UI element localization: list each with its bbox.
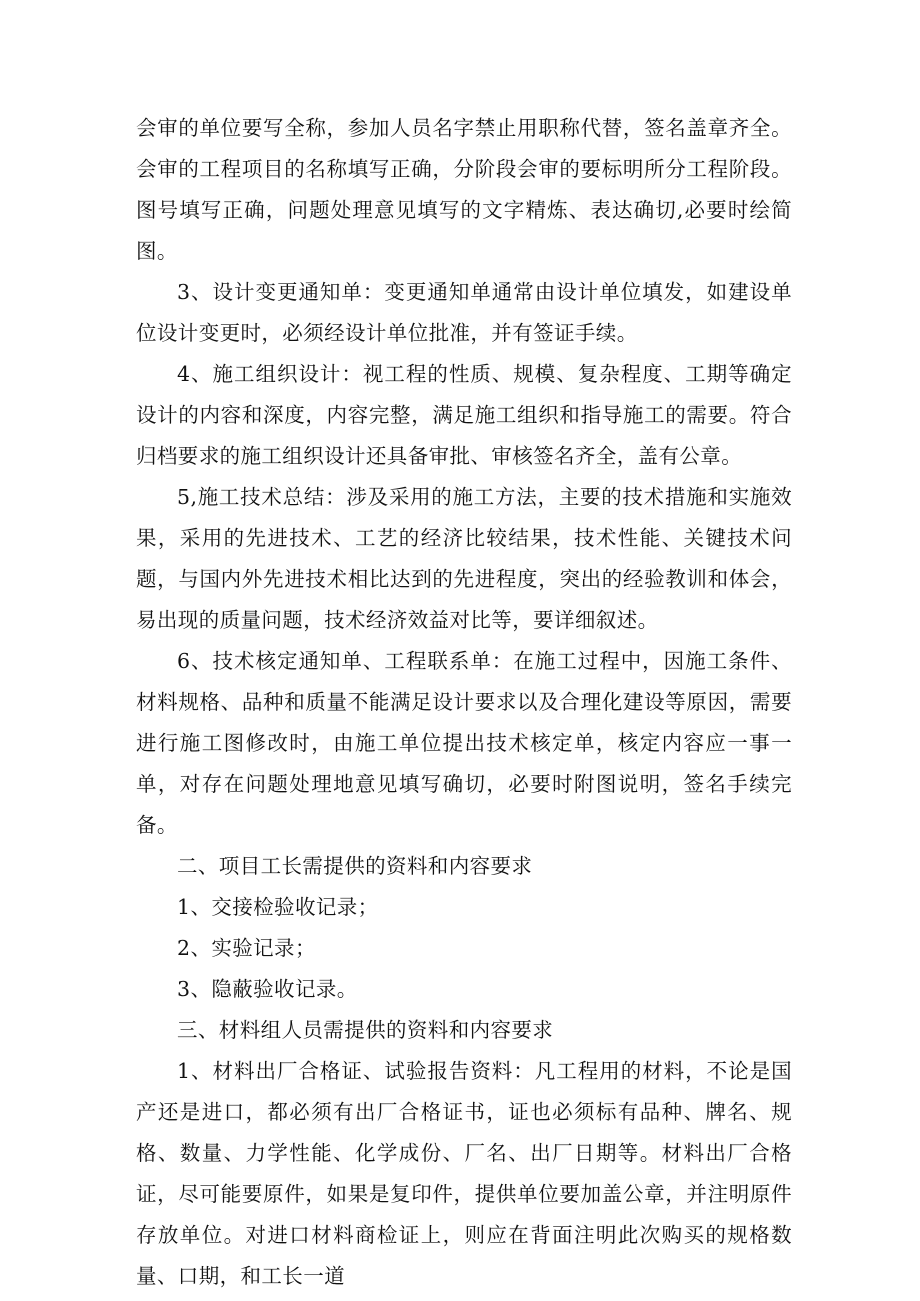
paragraph-review-requirements: 会审的单位要写全称，参加人员名字禁止用职称代替，签名盖章齐全。会审的工程项目的名称填写正确，分阶段会审的要标明所分工程阶段。图号填写正确，问题处理意见填写的文字精炼、表达确切,必要时绘简图。: [136, 116, 792, 263]
list-item-handover-inspection: 1、交接检验收记录；: [177, 895, 379, 919]
paragraph-construction-technical-summary: 5,施工技术总结：涉及采用的施工方法，主要的技术措施和实施效果，采用的先进技术、工艺的经济比较结果，技术性能、关键技术问题，与国内外先进技术相比达到的先进程度，突出的经验教训和体会，易出现的质量问题，技术经济效益对比等，要详细叙述。: [136, 485, 792, 632]
paragraph-design-change-notice: 3、设计变更通知单：变更通知单通常由设计单位填发，如建设单位设计变更时，必须经设计单位批准，并有签证手续。: [136, 280, 792, 345]
paragraph-technical-verification-notice: 6、技术核定通知单、工程联系单：在施工过程中，因施工条件、材料规格、品种和质量不能满足设计要求以及合理化建设等原因，需要进行施工图修改时，由施工单位提出技术核定单，核定内容应一事一单，对存在问题处理地意见填写确切，必要时附图说明，签名手续完备。: [136, 649, 792, 837]
document-body: [136, 108, 792, 1297]
paragraph-material-certificates: 1、材料出厂合格证、试验报告资料：凡工程用的材料，不论是国产还是进口，都必须有出厂合格证书，证也必须标有品种、牌名、规格、数量、力学性能、化学成份、厂名、出厂日期等。材料出厂合格证，尽可能要原件，如果是复印件，提供单位要加盖公章，并注明原件存放单位。对进口材料商检证上，则应在背面注明此次购买的规格数量、口期，和工长一道: [136, 1059, 792, 1288]
list-item-experiment-record: 2、实验记录；: [177, 936, 316, 960]
paragraph-construction-organization-design: 4、施工组织设计：视工程的性质、规模、复杂程度、工期等确定设计的内容和深度，内容完整，满足施工组织和指导施工的需要。符合归档要求的施工组织设计还具备审批、审核签名齐全，盖有公章。: [136, 362, 792, 468]
section-heading-materials-team: 三、材料组人员需提供的资料和内容要求: [177, 1018, 554, 1042]
section-heading-foreman-materials: 二、项目工长需提供的资料和内容要求: [177, 854, 533, 878]
list-item-concealed-acceptance: 3、隐蔽验收记录。: [177, 977, 358, 1001]
